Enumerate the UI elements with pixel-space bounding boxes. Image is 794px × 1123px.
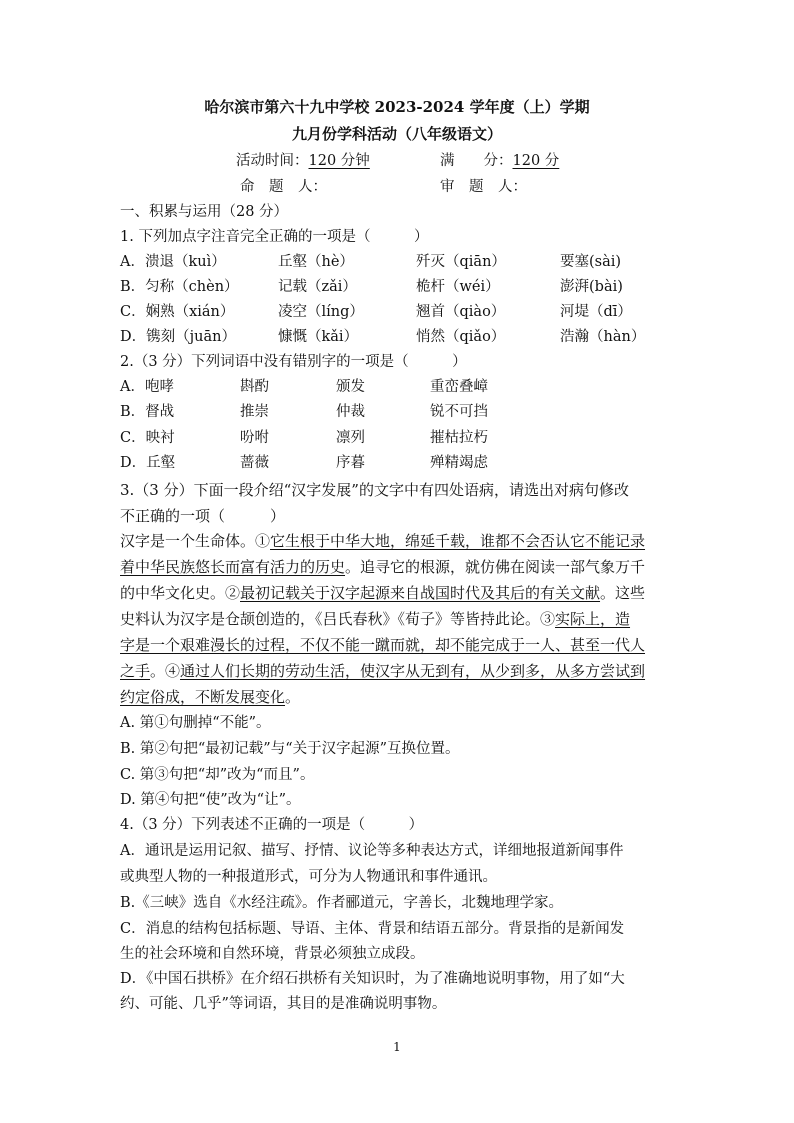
q4-line-1: A．通讯是运用记叙、描写、抒情、议论等多种表达方式，详细地报道新闻事件	[120, 843, 624, 859]
time-value: 120 分钟	[308, 153, 370, 169]
q1-a4: 要塞(sài)	[560, 254, 622, 270]
q3-p4: 史料认为汉字是仓颉创造的，《吕氏春秋》《荀子》等皆持此论。③	[120, 610, 556, 628]
q4-line-3: B.《三峡》选自《水经注疏》。作者郦道元，字善长，北魏地理学家。	[120, 895, 564, 911]
q1-a2: 丘壑（hè）	[278, 254, 354, 270]
q3-sentence-3-cont: 字是一个艰难漫长的过程，不仅不能一蹴而就，却不能完成于一人、甚至一代人	[120, 636, 646, 654]
q1-d2: 慷慨（kǎi）	[278, 329, 359, 345]
q3-sentence-4-end: 约定俗成，不断发展变化	[120, 688, 286, 706]
q1-c1: C．娴熟（xián）	[120, 304, 235, 320]
q2-b3: 仲裁	[336, 404, 365, 420]
q3-p3a: 的中华文化史。②	[120, 584, 241, 602]
time-row	[236, 150, 370, 172]
q1-d3: 悄然（qiǎo）	[416, 329, 506, 345]
q2-c2: 吩咐	[240, 430, 269, 446]
q2-b4: 锐不可挡	[430, 404, 488, 420]
q2-a3: 颁发	[336, 379, 365, 395]
q1-stem: 1. 下列加点字注音完全正确的一项是（ ）	[120, 229, 429, 245]
q3-passage-5	[120, 634, 645, 656]
q2-c4: 摧枯拉朽	[430, 430, 488, 446]
q3-passage-6	[120, 660, 645, 682]
q4-line-6: D．《中国石拱桥》在介绍石拱桥有关知识时，为了准确地说明事物，用了如“大	[120, 971, 625, 987]
q3-passage-1	[120, 530, 645, 552]
q3-passage-3	[120, 582, 645, 604]
q1-a3: 歼灭（qiān）	[416, 254, 506, 270]
q3-sentence-4: 通过人们长期的劳动生活，使汉字从无到有，从少到多，从多方尝试到	[180, 662, 646, 680]
q2-b2: 推崇	[240, 404, 269, 420]
q3-passage-2	[120, 556, 645, 578]
q3-option-d: D. 第④句把“使”改为“让”。	[120, 792, 301, 808]
q2-c1: C．映衬	[120, 430, 175, 446]
q4-line-5: 生的社会环境和自然环境，背景必须独立成段。	[120, 946, 425, 962]
q4-line-7: 约、可能、几乎”等词语，其目的是准确说明事物。	[120, 996, 447, 1012]
q2-a2: 斟酌	[240, 379, 269, 395]
q1-b4: 澎湃(bài)	[560, 279, 623, 295]
q1-c2: 凌空（líng）	[278, 304, 364, 320]
exam-subtitle: 九月份学科活动（八年级语文）	[291, 125, 502, 143]
q2-d4: 殚精竭虑	[430, 455, 488, 471]
q3-passage-7	[120, 686, 300, 708]
q3-sentence-2: 最初记载关于汉字起源来自战国时代及其后的有关文献	[240, 584, 601, 602]
q2-a1: A．咆哮	[120, 379, 174, 395]
q3-sentence-1: 它生根于中华大地，绵延千载，谁都不会否认它不能记录	[270, 532, 646, 550]
score-value: 120 分	[512, 153, 560, 169]
q3-option-c: C. 第③句把“却”改为“而且”。	[120, 767, 315, 783]
q3-sentence-3-end: 之手	[120, 662, 151, 680]
q2-stem: 2.（3 分）下列词语中没有错别字的一项是（ ）	[120, 354, 467, 370]
q1-d1: D．镌刻（juān）	[120, 329, 236, 345]
reviewer-row: 审 题 人：	[440, 179, 527, 195]
q2-d1: D．丘壑	[120, 455, 176, 471]
q4-stem: 4.（3 分）下列表述不正确的一项是（ ）	[120, 817, 424, 833]
q3-p1a: 汉字是一个生命体。①	[120, 532, 271, 550]
q4-line-4: C．消息的结构包括标题、导语、主体、背景和结语五部分。背景指的是新闻发	[120, 921, 625, 937]
section-heading: 一、积累与运用（28 分）	[120, 204, 289, 220]
score-label: 满 分：	[440, 153, 513, 169]
q2-a4: 重峦叠嶂	[430, 379, 488, 395]
q3-p7b: 。	[285, 688, 301, 706]
q2-d3: 序暮	[336, 455, 365, 471]
q3-p2b: 。追寻它的根源，就仿佛在阅读一部气象万千	[345, 558, 646, 576]
q3-sentence-3: 实际上，造	[555, 610, 631, 628]
q1-c3: 翘首（qiào）	[416, 304, 506, 320]
q2-b1: B．督战	[120, 404, 175, 420]
q3-passage-4	[120, 608, 630, 630]
q3-sentence-1-end: 着中华民族悠长而富有活力的历史	[120, 558, 346, 576]
q1-b1: B．匀称（chèn）	[120, 279, 239, 295]
q3-p6b: 。④	[150, 662, 181, 680]
q3-option-a: A. 第①句删掉“不能”。	[120, 715, 271, 731]
author-row: 命 题 人：	[240, 179, 327, 195]
q3-p3c: 。这些	[600, 584, 646, 602]
exam-title: 哈尔滨市第六十九中学校 2023-2024 学年度（上）学期	[204, 98, 590, 116]
q1-a1: A．溃退（kuì）	[120, 254, 226, 270]
q3-option-b: B. 第②句把“最初记载”与“关于汉字起源”互换位置。	[120, 741, 460, 757]
q1-b3: 桅杆（wéi）	[416, 279, 500, 295]
q1-d4: 浩瀚（hàn）	[560, 329, 646, 345]
q1-b2: 记载（zǎi）	[278, 279, 357, 295]
q1-c4: 河堤（dī）	[560, 304, 632, 320]
page-number: 1	[393, 1040, 401, 1054]
time-label: 活动时间：	[236, 153, 309, 169]
q3-stem-line2: 不正确的一项（ ）	[120, 507, 286, 525]
q2-c3: 凛列	[336, 430, 365, 446]
score-row	[440, 150, 559, 172]
q2-d2: 蔷薇	[240, 455, 269, 471]
q4-line-2: 或典型人物的一种报道形式，可分为人物通讯和事件通讯。	[120, 869, 497, 885]
q3-stem-line1: 3.（3 分）下面一段介绍“汉字发展”的文字中有四处语病，请选出对病句修改	[120, 481, 629, 499]
